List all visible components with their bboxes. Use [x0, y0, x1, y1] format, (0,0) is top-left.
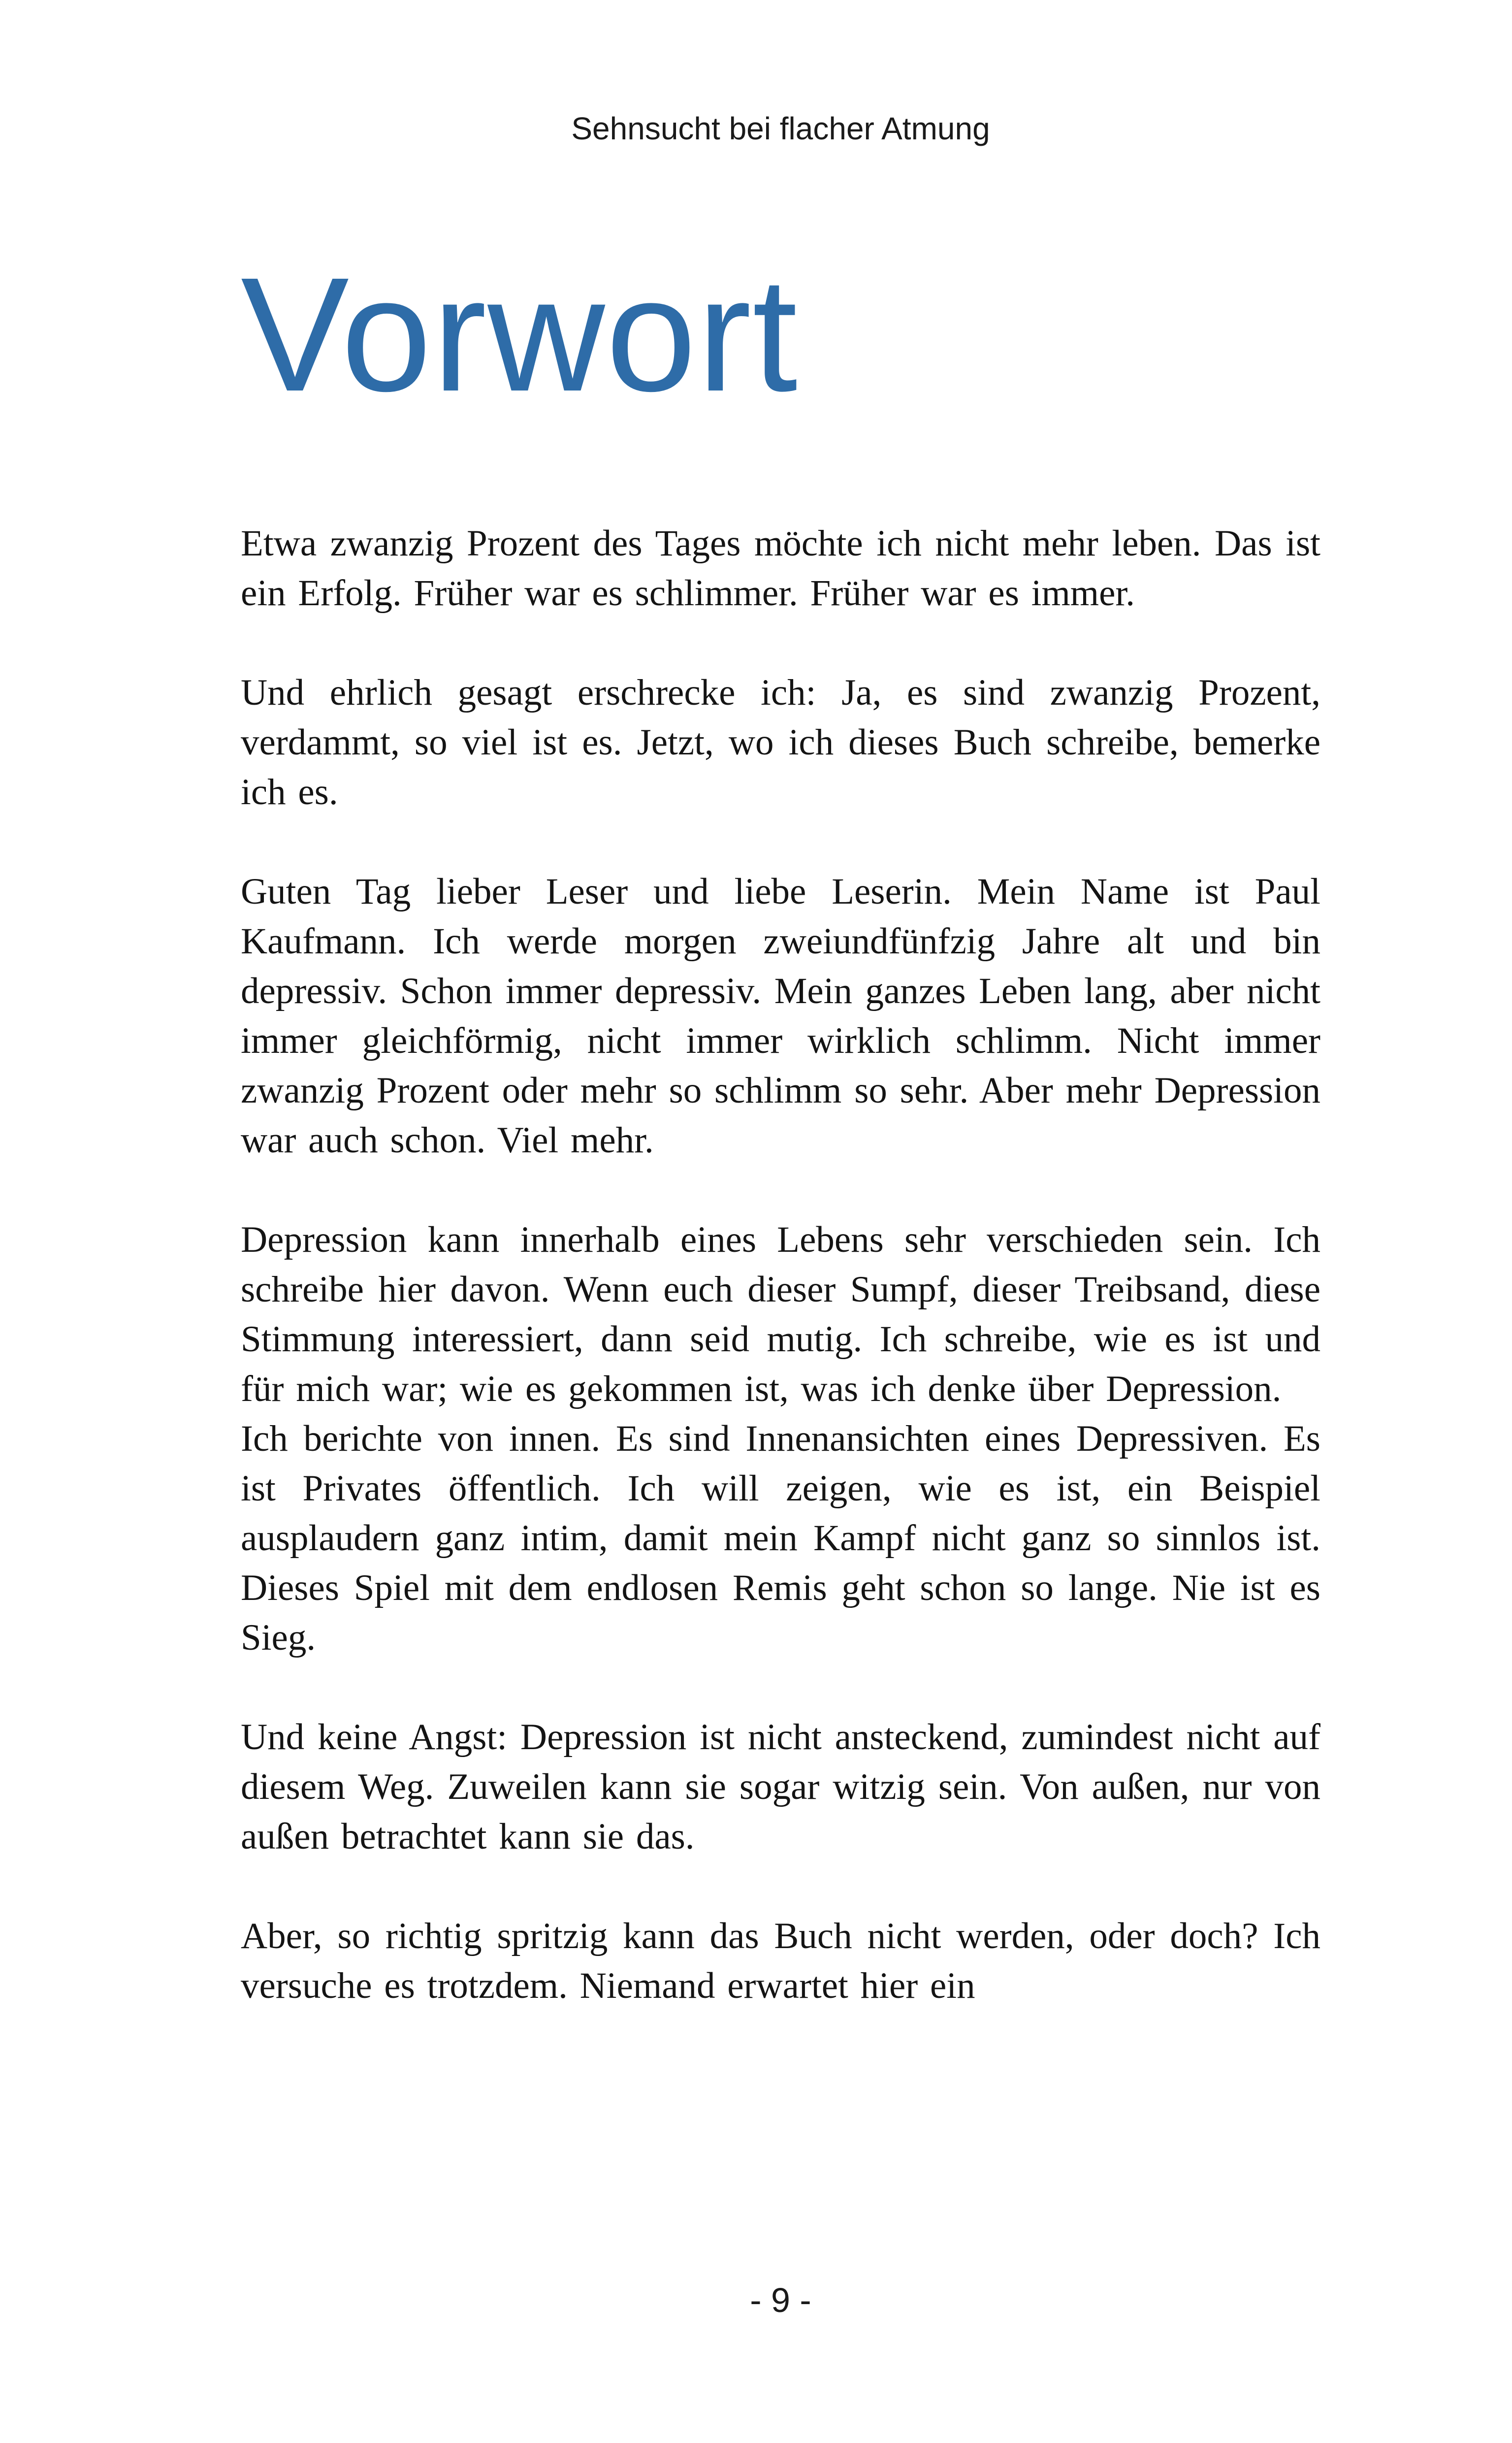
chapter-title: Vorwort: [241, 243, 799, 425]
page-body: [241, 519, 1320, 2011]
body-paragraph: Aber, so richtig spritzig kann das Buch nicht werden, oder doch? Ich versuche es trotzdem. Niemand erwartet hier ein: [241, 1916, 1320, 2007]
body-paragraph: Und keine Angst: Depression ist nicht ansteckend, zumindest nicht auf diesem Weg. Zuweilen kann sie sogar witzig sein. Von außen, nur von außen betrachtet kann sie das.: [241, 1717, 1320, 1857]
body-paragraph: Ich berichte von innen. Es sind Innenansichten eines Depressiven. Es ist Privates öffentlich. Ich will zeigen, wie es ist, ein Beispiel ausplaudern ganz intim, damit mein Kampf nicht ganz so sinnlos ist. Dieses Spiel mit dem endlosen Remis geht schon so lange. Nie ist es Sieg.: [241, 1418, 1320, 1659]
page-number: - 9 -: [750, 2281, 811, 2319]
body-paragraph: Etwa zwanzig Prozent des Tages möchte ich nicht mehr leben. Das ist ein Erfolg. Früher war es schlimmer. Früher war es immer.: [241, 523, 1320, 614]
body-paragraph: Guten Tag lieber Leser und liebe Leserin. Mein Name ist Paul Kaufmann. Ich werde morgen zweiundfünfzig Jahre alt und bin depressiv. Schon immer depressiv. Mein ganzes Leben lang, aber nicht immer gleichförmig, nicht immer wirklich schlimm. Nicht immer zwanzig Prozent oder mehr so schlimm so sehr. Aber mehr Depression war auch schon. Viel mehr.: [241, 871, 1320, 1161]
running-header: Sehnsucht bei flacher Atmung: [571, 111, 990, 146]
body-paragraph: Depression kann innerhalb eines Lebens sehr verschieden sein. Ich schreibe hier davon. Wenn euch dieser Sumpf, dieser Treibsand, diese Stimmung interessiert, dann seid mutig. Ich schreibe, wie es ist und für mich war; wie es gekommen ist, was ich denke über Depression.: [241, 1219, 1320, 1410]
body-paragraph: Und ehrlich gesagt erschrecke ich: Ja, es sind zwanzig Prozent, verdammt, so viel ist es. Jetzt, wo ich dieses Buch schreibe, bemerke ich es.: [241, 672, 1320, 813]
